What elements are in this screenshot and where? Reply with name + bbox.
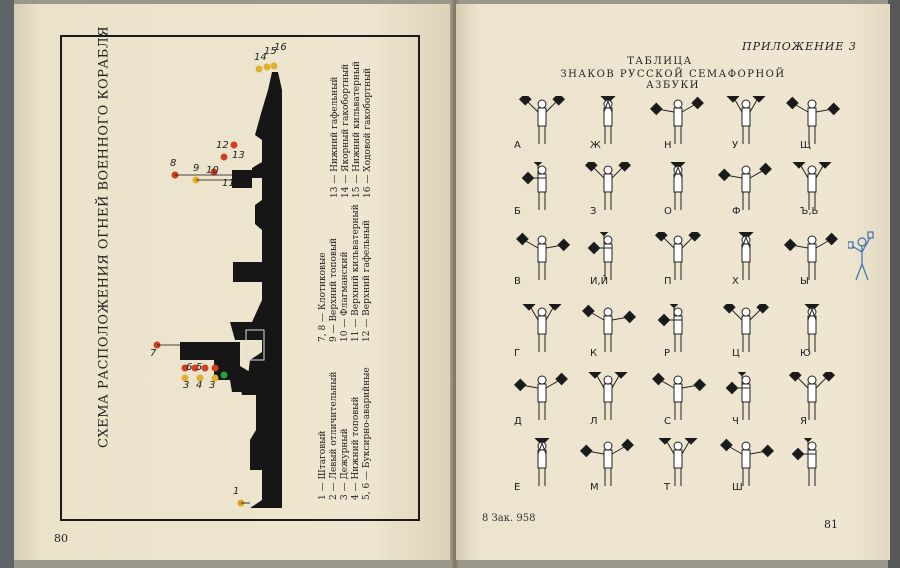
semaphore-figure [716,162,776,218]
semaphore-figure [512,96,572,152]
legend-col2: 7, 8 — Клотиковые 9 — Верхний топовый 10 — Флагманский 11 — Верхний кильватерный 12 — Верхний гафельный [318,204,372,342]
semaphore-letter: Ч [732,416,739,427]
semaphore-letter: И,Й [590,276,609,287]
appendix-header: ПРИЛОЖЕНИЕ 3 [742,40,857,53]
semaphore-letter: Ж [590,140,601,151]
semaphore-letter: С [664,416,671,427]
svg-text:12: 12 [252,341,263,350]
semaphore-letter: Ъ,Ь [800,206,819,217]
light-label-1: 1 [233,486,240,497]
semaphore-letter: Ф [732,206,741,217]
semaphore-letter: У [732,140,739,151]
semaphore-figure [512,438,572,494]
semaphore-figure [648,162,708,218]
semaphore-figure [782,232,842,288]
light-label-6: 6 [186,362,193,373]
light-label-3: 3 [183,380,190,391]
light-label-10: 10 [206,165,219,176]
semaphore-figure [512,304,572,360]
left-page-title: СХЕМА РАСПОЛОЖЕНИЯ ОГНЕЙ ВОЕННОГО КОРАБЛЯ [96,25,112,448]
light-label-12: 12 [216,140,229,151]
semaphore-figure [716,232,776,288]
semaphore-figure [782,438,842,494]
semaphore-letter: Е [514,482,521,493]
semaphore-figure [578,96,638,152]
semaphore-figure [512,162,572,218]
semaphore-figure [648,304,708,360]
semaphore-letter: Б [514,206,521,217]
legend-col1: 1 — Штаговый 2 — Левый отличительный 3 — Дежурный 4 — Нижний топовый 5, 6 — Буксирно-аварийные [318,367,372,500]
semaphore-letter: Ц [732,348,740,359]
semaphore-letter: А [514,140,521,151]
semaphore-letter: Н [664,140,672,151]
light-label-4: 4 [196,380,203,391]
semaphore-figure [716,96,776,152]
semaphore-letter: П [664,276,672,287]
semaphore-figure [782,372,842,428]
light-label-11: 11 [222,178,235,189]
semaphore-figure [648,372,708,428]
left-page-number: 80 [54,532,68,545]
semaphore-figure [716,438,776,494]
semaphore-figure [578,438,638,494]
semaphore-letter: Ы [800,276,809,287]
semaphore-figure [716,372,776,428]
semaphore-figure [782,96,842,152]
semaphore-letter: Я [800,416,807,427]
semaphore-letter: Г [514,348,521,359]
semaphore-figure [648,96,708,152]
light-label-9: 9 [193,163,200,174]
light-label-8: 8 [170,158,177,169]
light-label-16: 16 [274,42,287,53]
semaphore-letter: В [514,276,521,287]
semaphore-letter: О [664,206,672,217]
legend-col3: 13 — Нижний гафельный 14 — Якорный гакобортный 15 — Нижний кильватерный 16 — Ходовой гакобортный [330,60,373,198]
table-title-line1: ТАБЛИЦА [627,56,693,67]
semaphore-figure [578,162,638,218]
semaphore-letter: Р [664,348,671,359]
semaphore-figure [648,438,708,494]
semaphore-letter: К [590,348,598,359]
light-label-7: 7 [150,348,157,359]
print-footnote: 8 Зак. 958 [482,513,536,524]
semaphore-figure [782,304,842,360]
light-label-13: 13 [232,150,245,161]
semaphore-letter: Х [732,276,739,287]
semaphore-figure [578,372,638,428]
light-label-3b: 3 [209,380,216,391]
semaphore-figure [578,304,638,360]
semaphore-letter: М [590,482,599,493]
semaphore-figure [716,304,776,360]
semaphore-letter: Т [664,482,671,493]
right-page-number: 81 [824,518,838,531]
semaphore-figure [512,232,572,288]
light-label-5: 5 [196,362,203,373]
semaphore-letter: Ш [732,482,743,493]
light-label-14: 14 [254,52,267,63]
semaphore-letter: З [590,206,597,217]
pencil-stick-figure [848,228,878,288]
semaphore-letter: Д [514,416,522,427]
semaphore-letter: Л [590,416,598,427]
table-title-line2: ЗНАКОВ РУССКОЙ СЕМАФОРНОЙ АЗБУКИ [560,69,786,91]
semaphore-letter: Щ [800,140,811,151]
light-label-15: 15 [264,46,277,57]
semaphore-letter: Ю [800,348,811,359]
semaphore-figure [648,232,708,288]
